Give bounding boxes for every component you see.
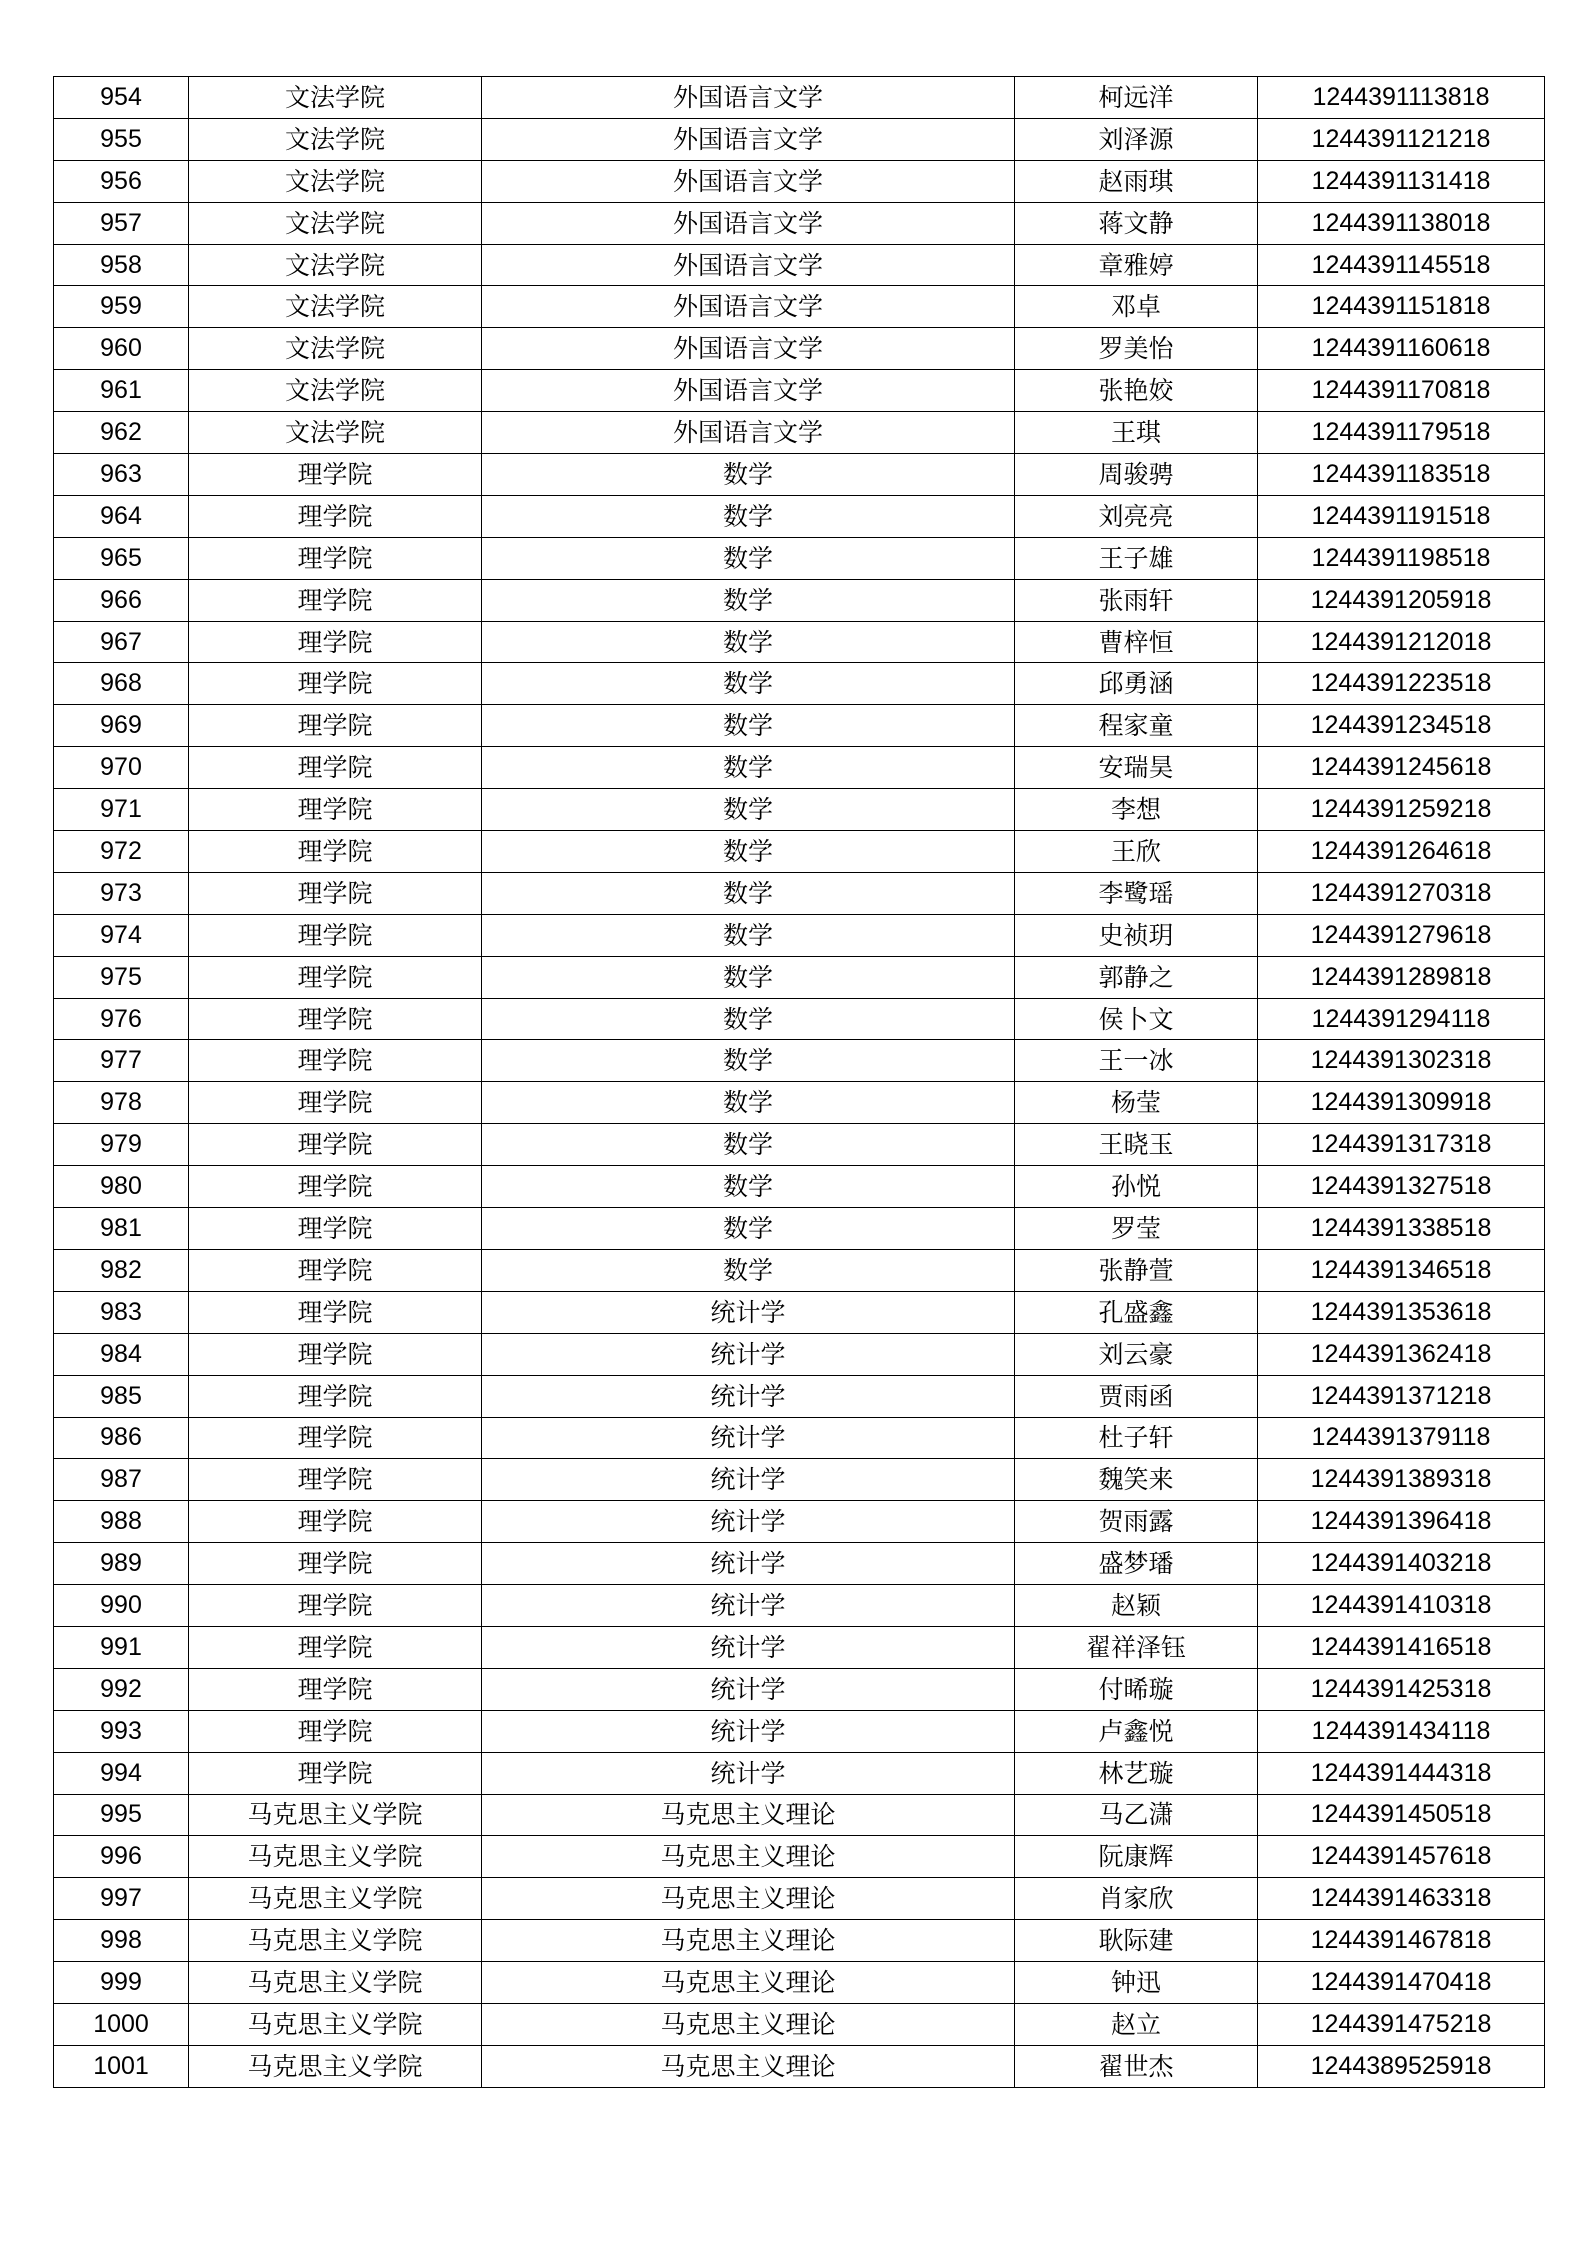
table-row: [54, 202, 1545, 244]
row-number-cell: 977: [54, 1040, 189, 1082]
student-name-cell: 罗美怡: [1015, 328, 1258, 370]
table-row: [54, 1333, 1545, 1375]
student-name-cell: 章雅婷: [1015, 244, 1258, 286]
college-cell: 马克思主义学院: [189, 2003, 482, 2045]
college-cell: 理学院: [189, 454, 482, 496]
row-number-cell: 959: [54, 286, 189, 328]
student-id-cell: 1244391403218: [1258, 1543, 1545, 1585]
major-cell: 外国语言文学: [482, 118, 1015, 160]
row-number-cell: 968: [54, 663, 189, 705]
college-cell: 马克思主义学院: [189, 1962, 482, 2004]
college-cell: 文法学院: [189, 412, 482, 454]
college-cell: 文法学院: [189, 202, 482, 244]
student-id-cell: 1244389525918: [1258, 2045, 1545, 2087]
major-cell: 数学: [482, 1208, 1015, 1250]
major-cell: 数学: [482, 831, 1015, 873]
student-name-cell: 孔盛鑫: [1015, 1291, 1258, 1333]
college-cell: 理学院: [189, 1459, 482, 1501]
student-name-cell: 林艺璇: [1015, 1752, 1258, 1794]
row-number-cell: 987: [54, 1459, 189, 1501]
student-id-cell: 1244391294118: [1258, 998, 1545, 1040]
roster-table-body: [54, 77, 1545, 2088]
row-number-cell: 985: [54, 1375, 189, 1417]
student-name-cell: 肖家欣: [1015, 1878, 1258, 1920]
student-id-cell: 1244391205918: [1258, 579, 1545, 621]
table-row: [54, 663, 1545, 705]
row-number-cell: 973: [54, 872, 189, 914]
student-name-cell: 邱勇涵: [1015, 663, 1258, 705]
row-number-cell: 991: [54, 1626, 189, 1668]
row-number-cell: 974: [54, 914, 189, 956]
table-row: [54, 1166, 1545, 1208]
college-cell: 理学院: [189, 1626, 482, 1668]
student-id-cell: 1244391416518: [1258, 1626, 1545, 1668]
row-number-cell: 965: [54, 537, 189, 579]
student-id-cell: 1244391160618: [1258, 328, 1545, 370]
row-number-cell: 979: [54, 1124, 189, 1166]
major-cell: 外国语言文学: [482, 370, 1015, 412]
major-cell: 数学: [482, 872, 1015, 914]
major-cell: 数学: [482, 621, 1015, 663]
student-id-cell: 1244391444318: [1258, 1752, 1545, 1794]
row-number-cell: 969: [54, 705, 189, 747]
college-cell: 理学院: [189, 621, 482, 663]
major-cell: 外国语言文学: [482, 77, 1015, 119]
roster-table-container: [53, 76, 1544, 2088]
table-row: [54, 537, 1545, 579]
major-cell: 统计学: [482, 1459, 1015, 1501]
student-name-cell: 阮康辉: [1015, 1836, 1258, 1878]
row-number-cell: 962: [54, 412, 189, 454]
row-number-cell: 954: [54, 77, 189, 119]
college-cell: 理学院: [189, 956, 482, 998]
college-cell: 理学院: [189, 495, 482, 537]
row-number-cell: 964: [54, 495, 189, 537]
student-name-cell: 刘亮亮: [1015, 495, 1258, 537]
table-row: [54, 998, 1545, 1040]
major-cell: 外国语言文学: [482, 244, 1015, 286]
major-cell: 统计学: [482, 1375, 1015, 1417]
college-cell: 文法学院: [189, 244, 482, 286]
college-cell: 文法学院: [189, 118, 482, 160]
row-number-cell: 990: [54, 1585, 189, 1627]
college-cell: 理学院: [189, 1417, 482, 1459]
major-cell: 数学: [482, 1040, 1015, 1082]
college-cell: 理学院: [189, 831, 482, 873]
row-number-cell: 988: [54, 1501, 189, 1543]
student-id-cell: 1244391245618: [1258, 747, 1545, 789]
student-name-cell: 罗莹: [1015, 1208, 1258, 1250]
student-name-cell: 张艳姣: [1015, 370, 1258, 412]
student-id-cell: 1244391450518: [1258, 1794, 1545, 1836]
table-row: [54, 454, 1545, 496]
row-number-cell: 999: [54, 1962, 189, 2004]
table-row: [54, 1585, 1545, 1627]
major-cell: 数学: [482, 789, 1015, 831]
student-name-cell: 刘泽源: [1015, 118, 1258, 160]
student-id-cell: 1244391212018: [1258, 621, 1545, 663]
student-name-cell: 邓卓: [1015, 286, 1258, 328]
student-id-cell: 1244391179518: [1258, 412, 1545, 454]
student-name-cell: 张雨轩: [1015, 579, 1258, 621]
major-cell: 统计学: [482, 1291, 1015, 1333]
major-cell: 数学: [482, 663, 1015, 705]
student-name-cell: 蒋文静: [1015, 202, 1258, 244]
row-number-cell: 995: [54, 1794, 189, 1836]
student-name-cell: 赵雨琪: [1015, 160, 1258, 202]
table-row: [54, 1208, 1545, 1250]
major-cell: 统计学: [482, 1585, 1015, 1627]
row-number-cell: 971: [54, 789, 189, 831]
college-cell: 马克思主义学院: [189, 2045, 482, 2087]
student-id-cell: 1244391145518: [1258, 244, 1545, 286]
major-cell: 统计学: [482, 1417, 1015, 1459]
row-number-cell: 970: [54, 747, 189, 789]
row-number-cell: 989: [54, 1543, 189, 1585]
row-number-cell: 997: [54, 1878, 189, 1920]
table-row: [54, 77, 1545, 119]
major-cell: 数学: [482, 705, 1015, 747]
college-cell: 理学院: [189, 1668, 482, 1710]
table-row: [54, 1082, 1545, 1124]
table-row: [54, 705, 1545, 747]
college-cell: 理学院: [189, 1124, 482, 1166]
row-number-cell: 992: [54, 1668, 189, 1710]
table-row: [54, 412, 1545, 454]
student-id-cell: 1244391198518: [1258, 537, 1545, 579]
major-cell: 数学: [482, 537, 1015, 579]
table-row: [54, 747, 1545, 789]
row-number-cell: 984: [54, 1333, 189, 1375]
table-row: [54, 579, 1545, 621]
table-row: [54, 160, 1545, 202]
student-name-cell: 安瑞昊: [1015, 747, 1258, 789]
row-number-cell: 996: [54, 1836, 189, 1878]
college-cell: 理学院: [189, 705, 482, 747]
row-number-cell: 1000: [54, 2003, 189, 2045]
college-cell: 马克思主义学院: [189, 1794, 482, 1836]
student-name-cell: 王晓玉: [1015, 1124, 1258, 1166]
student-id-cell: 1244391131418: [1258, 160, 1545, 202]
major-cell: 统计学: [482, 1543, 1015, 1585]
table-row: [54, 1752, 1545, 1794]
college-cell: 文法学院: [189, 286, 482, 328]
table-row: [54, 118, 1545, 160]
student-name-cell: 魏笑来: [1015, 1459, 1258, 1501]
college-cell: 理学院: [189, 1585, 482, 1627]
row-number-cell: 956: [54, 160, 189, 202]
student-id-cell: 1244391113818: [1258, 77, 1545, 119]
table-row: [54, 1626, 1545, 1668]
student-name-cell: 李鹭瑶: [1015, 872, 1258, 914]
student-id-cell: 1244391371218: [1258, 1375, 1545, 1417]
student-id-cell: 1244391234518: [1258, 705, 1545, 747]
college-cell: 马克思主义学院: [189, 1836, 482, 1878]
student-name-cell: 王一冰: [1015, 1040, 1258, 1082]
major-cell: 数学: [482, 1082, 1015, 1124]
major-cell: 外国语言文学: [482, 286, 1015, 328]
major-cell: 数学: [482, 747, 1015, 789]
student-id-cell: 1244391302318: [1258, 1040, 1545, 1082]
student-name-cell: 程家童: [1015, 705, 1258, 747]
student-name-cell: 张静萱: [1015, 1249, 1258, 1291]
row-number-cell: 994: [54, 1752, 189, 1794]
student-name-cell: 翟祥泽钰: [1015, 1626, 1258, 1668]
table-row: [54, 1417, 1545, 1459]
student-id-cell: 1244391389318: [1258, 1459, 1545, 1501]
major-cell: 数学: [482, 1249, 1015, 1291]
student-name-cell: 翟世杰: [1015, 2045, 1258, 2087]
row-number-cell: 972: [54, 831, 189, 873]
table-row: [54, 1249, 1545, 1291]
major-cell: 外国语言文学: [482, 328, 1015, 370]
college-cell: 文法学院: [189, 77, 482, 119]
table-row: [54, 1836, 1545, 1878]
student-id-cell: 1244391470418: [1258, 1962, 1545, 2004]
student-id-cell: 1244391183518: [1258, 454, 1545, 496]
row-number-cell: 981: [54, 1208, 189, 1250]
table-row: [54, 914, 1545, 956]
college-cell: 理学院: [189, 1082, 482, 1124]
student-id-cell: 1244391467818: [1258, 1920, 1545, 1962]
student-name-cell: 孙悦: [1015, 1166, 1258, 1208]
row-number-cell: 957: [54, 202, 189, 244]
student-id-cell: 1244391270318: [1258, 872, 1545, 914]
table-row: [54, 244, 1545, 286]
row-number-cell: 966: [54, 579, 189, 621]
table-row: [54, 286, 1545, 328]
major-cell: 数学: [482, 998, 1015, 1040]
table-row: [54, 1291, 1545, 1333]
row-number-cell: 1001: [54, 2045, 189, 2087]
row-number-cell: 993: [54, 1710, 189, 1752]
major-cell: 统计学: [482, 1668, 1015, 1710]
student-id-cell: 1244391327518: [1258, 1166, 1545, 1208]
table-row: [54, 1124, 1545, 1166]
table-row: [54, 328, 1545, 370]
table-row: [54, 1794, 1545, 1836]
student-name-cell: 杨莹: [1015, 1082, 1258, 1124]
student-name-cell: 贺雨露: [1015, 1501, 1258, 1543]
row-number-cell: 983: [54, 1291, 189, 1333]
major-cell: 统计学: [482, 1710, 1015, 1752]
college-cell: 马克思主义学院: [189, 1878, 482, 1920]
row-number-cell: 976: [54, 998, 189, 1040]
row-number-cell: 960: [54, 328, 189, 370]
student-name-cell: 周骏骋: [1015, 454, 1258, 496]
college-cell: 理学院: [189, 998, 482, 1040]
table-row: [54, 956, 1545, 998]
student-name-cell: 卢鑫悦: [1015, 1710, 1258, 1752]
student-name-cell: 李想: [1015, 789, 1258, 831]
student-name-cell: 马乙潇: [1015, 1794, 1258, 1836]
college-cell: 理学院: [189, 1291, 482, 1333]
row-number-cell: 978: [54, 1082, 189, 1124]
college-cell: 理学院: [189, 1375, 482, 1417]
college-cell: 马克思主义学院: [189, 1920, 482, 1962]
college-cell: 文法学院: [189, 328, 482, 370]
table-row: [54, 1543, 1545, 1585]
college-cell: 理学院: [189, 1752, 482, 1794]
student-id-cell: 1244391317318: [1258, 1124, 1545, 1166]
student-id-cell: 1244391396418: [1258, 1501, 1545, 1543]
student-id-cell: 1244391279618: [1258, 914, 1545, 956]
major-cell: 马克思主义理论: [482, 1836, 1015, 1878]
student-id-cell: 1244391434118: [1258, 1710, 1545, 1752]
major-cell: 数学: [482, 956, 1015, 998]
table-row: [54, 1962, 1545, 2004]
major-cell: 统计学: [482, 1752, 1015, 1794]
table-row: [54, 1710, 1545, 1752]
major-cell: 外国语言文学: [482, 160, 1015, 202]
major-cell: 马克思主义理论: [482, 1920, 1015, 1962]
row-number-cell: 958: [54, 244, 189, 286]
table-row: [54, 872, 1545, 914]
college-cell: 文法学院: [189, 370, 482, 412]
student-id-cell: 1244391457618: [1258, 1836, 1545, 1878]
major-cell: 数学: [482, 454, 1015, 496]
student-id-cell: 1244391223518: [1258, 663, 1545, 705]
student-name-cell: 柯远洋: [1015, 77, 1258, 119]
student-id-cell: 1244391151818: [1258, 286, 1545, 328]
student-name-cell: 盛梦璠: [1015, 1543, 1258, 1585]
college-cell: 理学院: [189, 1710, 482, 1752]
major-cell: 马克思主义理论: [482, 1878, 1015, 1920]
table-row: [54, 621, 1545, 663]
student-id-cell: 1244391138018: [1258, 202, 1545, 244]
major-cell: 统计学: [482, 1626, 1015, 1668]
college-cell: 理学院: [189, 1501, 482, 1543]
college-cell: 理学院: [189, 914, 482, 956]
college-cell: 理学院: [189, 1543, 482, 1585]
student-name-cell: 贾雨函: [1015, 1375, 1258, 1417]
student-name-cell: 赵立: [1015, 2003, 1258, 2045]
college-cell: 理学院: [189, 1333, 482, 1375]
student-name-cell: 王琪: [1015, 412, 1258, 454]
major-cell: 外国语言文学: [482, 412, 1015, 454]
student-name-cell: 王子雄: [1015, 537, 1258, 579]
table-row: [54, 1501, 1545, 1543]
row-number-cell: 967: [54, 621, 189, 663]
college-cell: 理学院: [189, 789, 482, 831]
student-id-cell: 1244391410318: [1258, 1585, 1545, 1627]
student-name-cell: 史祯玥: [1015, 914, 1258, 956]
student-id-cell: 1244391264618: [1258, 831, 1545, 873]
college-cell: 理学院: [189, 1208, 482, 1250]
table-row: [54, 1878, 1545, 1920]
student-name-cell: 刘云豪: [1015, 1333, 1258, 1375]
student-id-cell: 1244391425318: [1258, 1668, 1545, 1710]
student-name-cell: 侯卜文: [1015, 998, 1258, 1040]
row-number-cell: 986: [54, 1417, 189, 1459]
student-name-cell: 付晞璇: [1015, 1668, 1258, 1710]
student-id-cell: 1244391289818: [1258, 956, 1545, 998]
student-id-cell: 1244391463318: [1258, 1878, 1545, 1920]
major-cell: 数学: [482, 1166, 1015, 1208]
student-id-cell: 1244391259218: [1258, 789, 1545, 831]
student-id-cell: 1244391475218: [1258, 2003, 1545, 2045]
table-row: [54, 1668, 1545, 1710]
row-number-cell: 998: [54, 1920, 189, 1962]
college-cell: 理学院: [189, 663, 482, 705]
major-cell: 数学: [482, 1124, 1015, 1166]
college-cell: 理学院: [189, 872, 482, 914]
row-number-cell: 982: [54, 1249, 189, 1291]
major-cell: 马克思主义理论: [482, 1962, 1015, 2004]
student-name-cell: 杜子轩: [1015, 1417, 1258, 1459]
table-row: [54, 1375, 1545, 1417]
major-cell: 统计学: [482, 1501, 1015, 1543]
major-cell: 马克思主义理论: [482, 2003, 1015, 2045]
major-cell: 马克思主义理论: [482, 1794, 1015, 1836]
student-id-cell: 1244391121218: [1258, 118, 1545, 160]
student-name-cell: 郭静之: [1015, 956, 1258, 998]
student-id-cell: 1244391379118: [1258, 1417, 1545, 1459]
roster-table: [53, 76, 1545, 2088]
student-id-cell: 1244391346518: [1258, 1249, 1545, 1291]
major-cell: 马克思主义理论: [482, 2045, 1015, 2087]
student-name-cell: 耿际建: [1015, 1920, 1258, 1962]
student-name-cell: 赵颖: [1015, 1585, 1258, 1627]
student-name-cell: 曹梓恒: [1015, 621, 1258, 663]
table-row: [54, 370, 1545, 412]
college-cell: 理学院: [189, 1040, 482, 1082]
row-number-cell: 975: [54, 956, 189, 998]
major-cell: 数学: [482, 579, 1015, 621]
row-number-cell: 955: [54, 118, 189, 160]
student-id-cell: 1244391362418: [1258, 1333, 1545, 1375]
table-row: [54, 2045, 1545, 2087]
college-cell: 理学院: [189, 1166, 482, 1208]
student-id-cell: 1244391191518: [1258, 495, 1545, 537]
major-cell: 外国语言文学: [482, 202, 1015, 244]
major-cell: 数学: [482, 495, 1015, 537]
row-number-cell: 961: [54, 370, 189, 412]
college-cell: 理学院: [189, 537, 482, 579]
student-name-cell: 钟迅: [1015, 1962, 1258, 2004]
college-cell: 理学院: [189, 1249, 482, 1291]
major-cell: 数学: [482, 914, 1015, 956]
major-cell: 统计学: [482, 1333, 1015, 1375]
student-id-cell: 1244391309918: [1258, 1082, 1545, 1124]
college-cell: 理学院: [189, 747, 482, 789]
student-id-cell: 1244391353618: [1258, 1291, 1545, 1333]
college-cell: 文法学院: [189, 160, 482, 202]
row-number-cell: 980: [54, 1166, 189, 1208]
table-row: [54, 1040, 1545, 1082]
row-number-cell: 963: [54, 454, 189, 496]
student-name-cell: 王欣: [1015, 831, 1258, 873]
table-row: [54, 831, 1545, 873]
student-id-cell: 1244391170818: [1258, 370, 1545, 412]
student-id-cell: 1244391338518: [1258, 1208, 1545, 1250]
table-row: [54, 789, 1545, 831]
table-row: [54, 1459, 1545, 1501]
college-cell: 理学院: [189, 579, 482, 621]
table-row: [54, 495, 1545, 537]
table-row: [54, 1920, 1545, 1962]
table-row: [54, 2003, 1545, 2045]
